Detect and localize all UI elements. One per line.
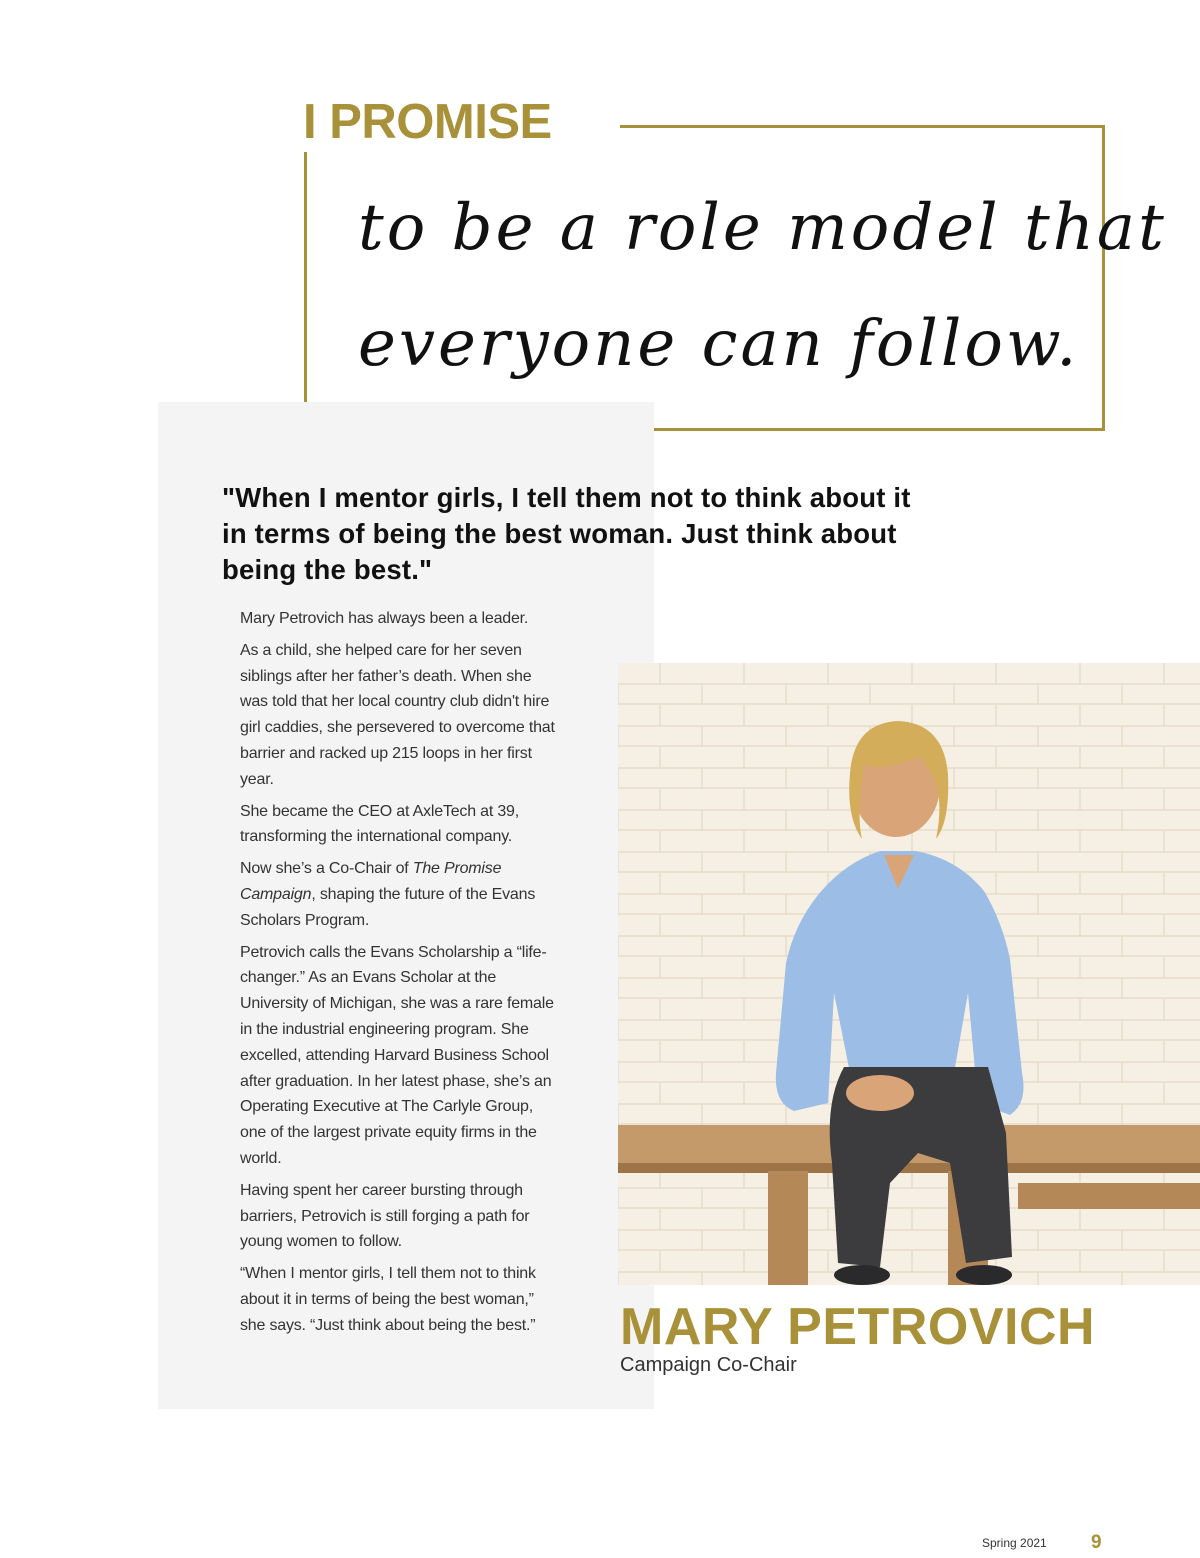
body-paragraph: As a child, she helped care for her seven siblings after her father’s death. When she was told that her local country club didn't hire girl caddies, she persevered to overcome that barrier and racked up 215 loops in her first year.: [240, 641, 555, 788]
body-paragraph: [240, 856, 555, 933]
body-text: , shaping the future of the Evans Scholars Program.: [240, 885, 536, 929]
body-paragraph: Having spent her career bursting through barriers, Petrovich is still forging a path for young women to follow.: [240, 1181, 530, 1251]
body-paragraph: She became the CEO at AxleTech at 39, transforming the international company.: [240, 802, 519, 846]
promise-script-line-2: everyone can follow.: [358, 307, 1080, 381]
body-paragraph: Petrovich calls the Evans Scholarship a “life-changer.” As an Evans Scholar at the University of Michigan, she was a rare female in the industrial engineering program. She excelled, attending Harvard Business School after graduation. In her latest phase, she’s an Operating Executive at The Carlyle Group, one of the largest private equity firms in the world.: [240, 943, 554, 1167]
campaign-name: The Promise Campaign: [240, 860, 502, 903]
pull-quote: "When I mentor girls, I tell them not to think about it in terms of being the best woman. Just think about being the best.": [222, 482, 911, 585]
portrait-photo: [618, 663, 1200, 1285]
promise-heading: I PROMISE: [303, 95, 552, 149]
footer-issue: Spring 2021: [982, 1536, 1047, 1550]
body-paragraph: “When I mentor girls, I tell them not to think about it in terms of being the best woman,” she says. “Just think about being the best.”: [240, 1265, 536, 1334]
body-text: Now she’s a Co-Chair of: [240, 860, 413, 878]
profile-name: MARY PETROVICH: [620, 1298, 1096, 1356]
frame-border-top: [620, 125, 1105, 128]
frame-border-left: [304, 152, 307, 431]
body-paragraph: Mary Petrovich has always been a leader.: [240, 610, 529, 627]
article-body: [240, 606, 555, 1345]
page-number: 9: [1091, 1532, 1102, 1553]
frame-border-right: [1102, 125, 1105, 431]
profile-role: Campaign Co-Chair: [620, 1354, 797, 1376]
promise-script-line-1: to be a role model that: [358, 191, 1167, 265]
